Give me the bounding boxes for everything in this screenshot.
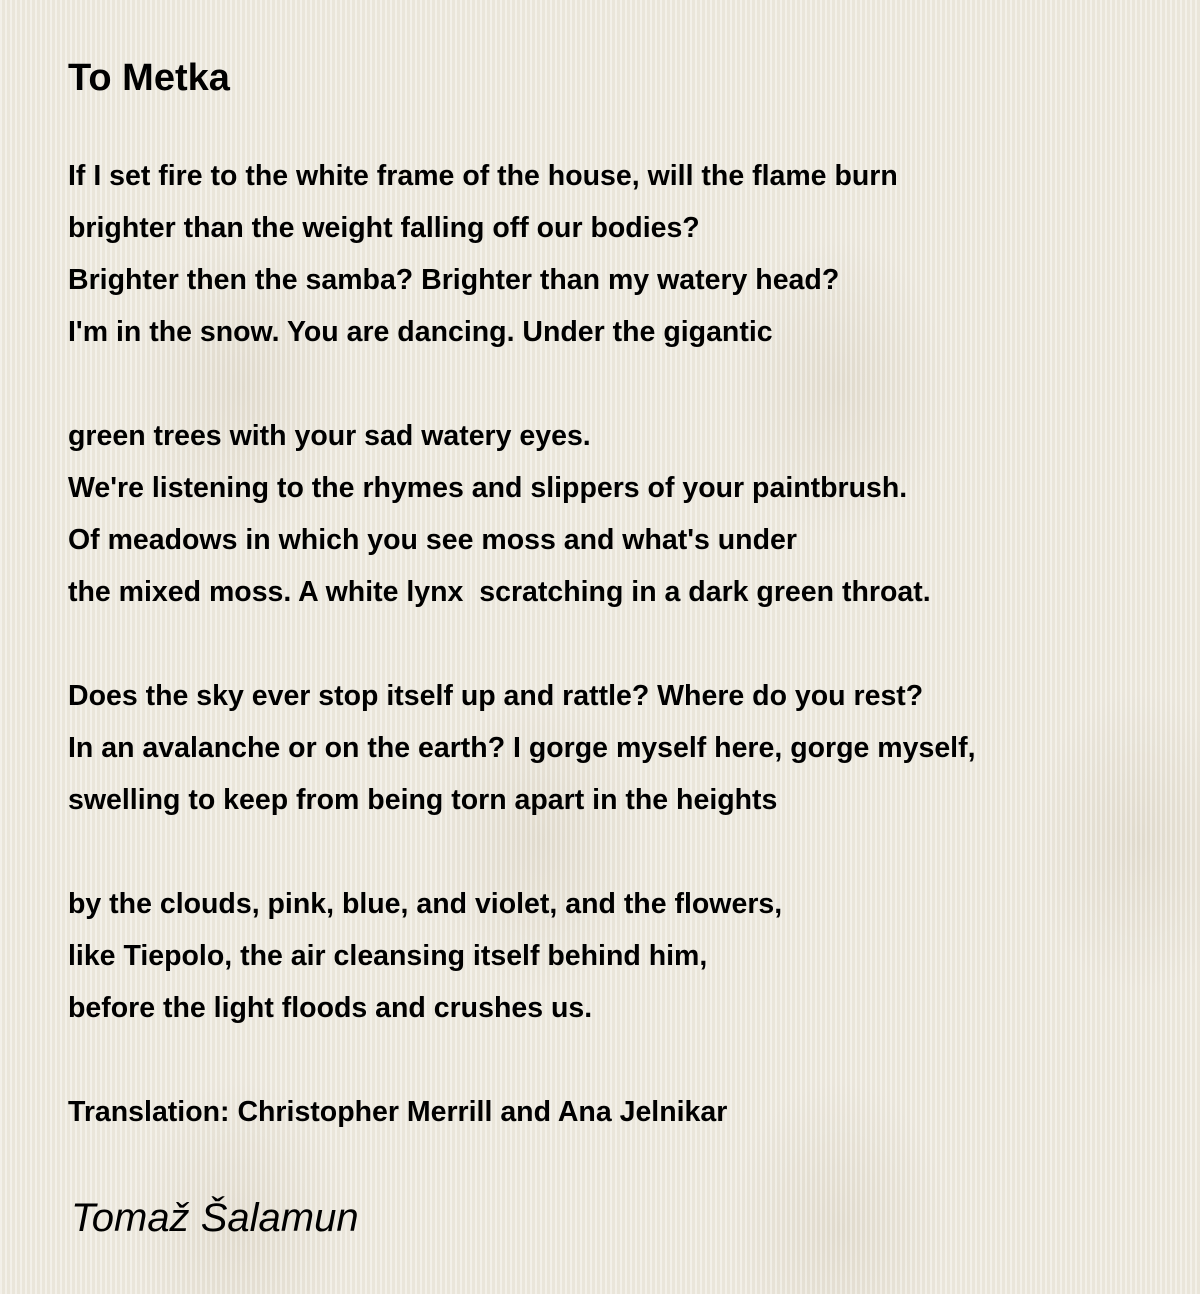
poem-line: swelling to keep from being torn apart in the heights xyxy=(68,784,778,816)
poem-body xyxy=(68,150,1168,1086)
stanza-4 xyxy=(68,878,1168,1034)
poem-line: Of meadows in which you see moss and what's under xyxy=(68,524,797,556)
author-name: Tomaž Šalamun xyxy=(71,1196,359,1240)
poem-line: In an avalanche or on the earth? I gorge myself here, gorge myself, xyxy=(68,732,976,764)
stanza-1 xyxy=(68,150,1168,358)
poem-line: brighter than the weight falling off our bodies? xyxy=(68,212,700,244)
poem-line: the mixed moss. A white lynx scratching in a dark green throat. xyxy=(68,576,931,608)
poem-line: green trees with your sad watery eyes. xyxy=(68,420,591,452)
poem-line: We're listening to the rhymes and slippers of your paintbrush. xyxy=(68,472,908,504)
translation-credit: Translation: Christopher Merrill and Ana Jelnikar xyxy=(68,1096,728,1128)
poem-line: before the light floods and crushes us. xyxy=(68,992,593,1024)
poem-line: Does the sky ever stop itself up and rattle? Where do you rest? xyxy=(68,680,924,712)
stanza-2 xyxy=(68,410,1168,618)
poem-line: by the clouds, pink, blue, and violet, and the flowers, xyxy=(68,888,783,920)
poem-line: If I set fire to the white frame of the house, will the flame burn xyxy=(68,160,898,192)
poem-line: I'm in the snow. You are dancing. Under the gigantic xyxy=(68,316,773,348)
poem-title: To Metka xyxy=(68,57,230,99)
poem-line: Brighter then the samba? Brighter than my watery head? xyxy=(68,264,840,296)
poem-line: like Tiepolo, the air cleansing itself behind him, xyxy=(68,940,708,972)
stanza-3 xyxy=(68,670,1168,826)
